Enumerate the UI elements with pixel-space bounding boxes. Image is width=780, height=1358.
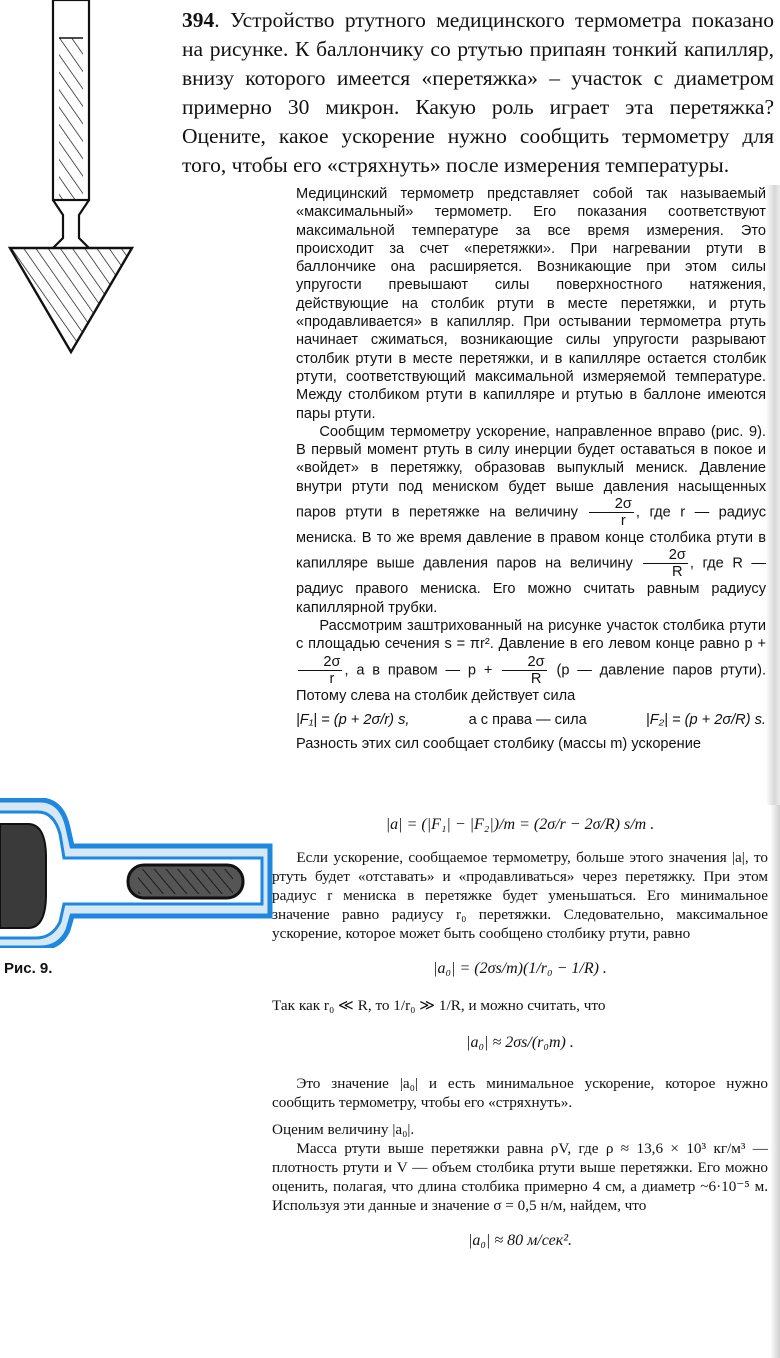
frac-num: 2σ [502,654,546,671]
equation-final: |a₀| ≈ 80 м/сек². [467,1232,573,1249]
paragraph-7: Это значение |a₀| и есть минимальное ускорение, которое нужно сообщить термометру, чтобы его «стряхнуть». [272,1075,768,1111]
problem-statement [182,6,774,180]
frac-num: 2σ [643,547,687,564]
bulb-mercury [0,824,46,928]
text-span: , где r — радиус мениска. В то же время давление в правом конце столбика ртути в капилляре выше давления паров на величину [296,504,767,572]
figure-caption: Рис. 9. [4,960,53,977]
paragraph-6: Так как r₀ ≪ R, то 1/r₀ ≫ 1/R, и можно считать, что [272,997,606,1014]
thermometer-figure [8,0,173,355]
constriction [53,200,89,248]
frac-num: 2σ [589,496,633,513]
fraction-2s-R [643,547,687,580]
scan-edge-shadow [770,805,780,1358]
solution-paragraph-1: Медицинский термометр представляет собой так называемый «максимальный» термометр. Его показания соответствуют максимальной температуре за все время измерения. Это происходит за счет «перетяжки». При нагревании ртути в баллончике она расширяется. Возникающие при этом силы упругости превышают силы поверхностного натяжения, действующие на столбик ртути в месте перетяжки, и ртуть «продавливается» в капилляр. При остывании термометра ртуть начинает сжиматься, возникающие силы упругости разрывают столбик ртути в месте перетяжки, и в капилляре остается столбик ртути, соответствующий максимальной измеряемой температуре. Между столбиком ртути в капилляре и ртутью в баллоне имеются пары ртути. [296,186,766,422]
frac-den: r [329,670,335,687]
paragraph-9: Масса ртути выше перетяжки равна ρV, где ρ ≈ 13,6 × 10³ кг/м³ — плотность ртути и V — объем столбика ртути выше перетяжки. Его можно оценить, полагая, что длина столбика примерно 4 см, а диаметр ~6·10⁻⁵ м. Используя эти данные и значение σ = 0,5 н/м, найдем, что [272,1140,768,1214]
force-f2: |F₂| = (p + 2σ/R) s. [645,711,766,728]
text-span: Рассмотрим заштрихованный на рисунке участок столбика ртути с площадью сечения s = πr². Давление в его левом конце равно p + [296,617,766,653]
force-equations [296,711,766,729]
scan-edge-shadow [766,185,780,805]
equation-approx: |a₀| ≈ 2σs/(r₀m) . [466,1034,574,1051]
equation-a0: |a₀| = (2σs/m)(1/r₀ − 1/R) . [433,960,607,977]
fraction-2s-r [589,496,633,529]
solution-paragraph-3 [296,617,766,705]
frac-den: r [620,513,626,530]
frac-den: R [672,564,683,581]
text-span: , где R — радиус правого мениска. Его можно считать равным радиусу капиллярной трубки. [296,555,767,616]
paragraph-5: Если ускорение, сообщаемое термометру, больше этого значения |a|, то ртуть будет «отставать» и «продавливаться» через перетяжку. При этом радиус r мениска в перетяжке будет уменьшаться. Его минимальное значение равно радиусу r₀ перетяжки. Следовательно, максимальное ускорение, которое может быть сообщено столбику ртути, равно [272,849,768,942]
frac-den: R [530,670,542,687]
fraction-2s-R [502,654,546,687]
solution-paragraph-4: Разность этих сил сообщает столбику (массы m) ускорение [296,736,701,753]
problem-number: 394 [182,8,215,32]
solution-paragraph-2 [296,423,766,617]
solution-text [296,185,766,753]
figure-9-capillary [0,798,275,948]
force-mid-text: а с права — сила [468,711,587,728]
text-span: Сообщим термометру ускорение, направленное вправо (рис. 9). В первый момент ртуть в силу инерции будет оставаться в покое и «войдет» в перетяжку, образовав выпуклый мениск. Давление внутри ртути под мениском будет выше давления насыщенных паров ртути в перетяжке на величину [296,423,766,521]
text-span: (p — давление паров ртути). Потому слева на столбик действует сила [296,661,766,704]
text-span: , а в правом — p + [344,661,493,678]
paragraph-8: Оценим величину |a₀|. [272,1121,415,1138]
fraction-2s-r [298,654,342,687]
lower-solution-text [272,805,768,1250]
equation-a: |a| = (|F₁| − |F₂|)/m = (2σ/r − 2σ/R) s/m . [385,816,655,833]
frac-num: 2σ [298,654,342,671]
force-f1: |F₁| = (p + 2σ/r) s, [296,711,410,728]
mercury-bulb [10,248,132,352]
problem-text: . Устройство ртутного медицинского термометра показано на рисунке. К баллончику со ртутью припаян тонкий капилляр, внизу которого имеется «перетяжка» – участок с диаметром примерно 30 микрон. Какую роль играет эта перетяжка? Оцените, какое ускорение нужно сообщить термометру для того, чтобы его «стряхнуть» после измерения температуры. [182,8,774,177]
